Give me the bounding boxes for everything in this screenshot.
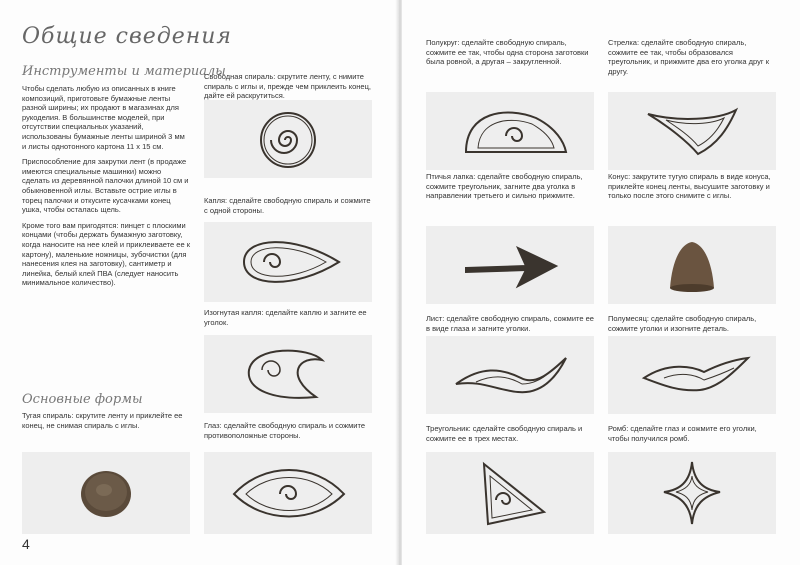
tight-spiral-icon [22, 452, 190, 534]
rhombus-icon [608, 452, 776, 534]
bent-drop-icon [204, 335, 372, 413]
photo-eye [204, 452, 372, 534]
caption-arrow: Стрелка: сделайте свободную спираль, сожмите ее так, чтобы образовался треугольник, и прижмите два его уголка друг к другу. [608, 38, 769, 76]
photo-leaf [426, 336, 594, 414]
page-title: Общие сведения [22, 24, 233, 49]
left-page [0, 0, 398, 565]
photo-arrow [608, 92, 776, 170]
caption-leaf: Лист: сделайте свободную спираль, сожмите ее в виде глаза и загните уголки. [426, 314, 594, 333]
photo-rhombus [608, 452, 776, 534]
caption-rhombus: Ромб: сделайте глаз и сожмите его уголки, чтобы получился ромб. [608, 424, 757, 443]
caption-eye: Глаз: сделайте свободную спираль и сожмите противоположные стороны. [204, 421, 365, 440]
caption-half-moon: Полумесяц: сделайте свободную спираль, сожмите уголки и изогните деталь. [608, 314, 757, 333]
free-spiral-icon [204, 100, 372, 178]
half-moon-icon [608, 336, 776, 414]
photo-triangle [426, 452, 594, 534]
arrow-shape-icon [608, 92, 776, 170]
caption-free-spiral: Свободная спираль: скрутите ленту, с нимите спираль с иглы и, прежде чем приклеить конец, дайте ей раскрутиться. [204, 72, 371, 101]
caption-bird-foot: Птичья лапка: сделайте свободную спираль, сожмите треугольник, загните два уголка в направлении третьего и сильно прижмите. [426, 172, 583, 201]
photo-tight-spiral [22, 452, 190, 534]
photo-bent-drop [204, 335, 372, 413]
photo-half-circle [426, 92, 594, 170]
caption-half-circle: Полукруг: сделайте свободную спираль, сожмите ее так, чтобы одна сторона заготовки была ровной, а другая – закругленной. [426, 38, 589, 67]
half-circle-icon [426, 92, 594, 170]
section-heading-tools: Инструменты и материалы [22, 64, 226, 79]
cone-icon [608, 226, 776, 304]
caption-cone: Конус: закрутите тугую спираль в виде конуса, приклейте конец ленты, высушите заготовку и только после этого снимите с иглы. [608, 172, 771, 201]
right-page [402, 0, 800, 565]
bird-foot-icon [426, 226, 594, 304]
photo-half-moon [608, 336, 776, 414]
drop-icon [204, 222, 372, 302]
tools-text [22, 84, 190, 294]
caption-bent-drop: Изогнутая капля: сделайте каплю и загните ее уголок. [204, 308, 367, 327]
tools-paragraph: Чтобы сделать любую из описанных в книге композиций, приготовьте бумажные ленты разной ширины; их продают в магазинах для рукоделия. В большинстве моделей, при отсутствии специальных указаний, использованы бумажные ленты шириной 3 мм и листы однотонного картона 11 х 15 см. [22, 84, 185, 151]
caption-tight-spiral: Тугая спираль: скрутите ленту и приклейте ее конец, не снимая спираль с иглы. [22, 411, 183, 430]
page-number: 4 [22, 536, 30, 552]
photo-free-spiral [204, 100, 372, 178]
caption-drop: Капля: сделайте свободную спираль и сожмите с одной стороны. [204, 196, 371, 215]
tools-paragraph: Приспособление для закрутки лент (в продаже имеются специальные машинки) можно сделать из деревянной палочки длиной 10 см и обыкновенной иглы. Вставьте острие иглы в торец палочки и откусите кусачками конец ушка, чтобы осталась щель. [22, 157, 189, 215]
photo-drop [204, 222, 372, 302]
leaf-icon [426, 336, 594, 414]
eye-icon [204, 452, 372, 534]
triangle-icon [426, 452, 594, 534]
caption-triangle: Треугольник: сделайте свободную спираль и сожмите ее в трех местах. [426, 424, 583, 443]
photo-cone [608, 226, 776, 304]
photo-bird-foot [426, 226, 594, 304]
tools-paragraph: Кроме того вам пригодятся: пинцет с плоскими концами (чтобы держать бумажную заготовку, когда наносите на нее клей и приклеиваете ее к картону), маленькие ножницы, зубочистки (для нанесения клея на заготовку), сантиметр и линейка, белый клей ПВА (следует наносить минимальное количество). [22, 220, 190, 288]
section-heading-shapes: Основные формы [22, 392, 143, 407]
